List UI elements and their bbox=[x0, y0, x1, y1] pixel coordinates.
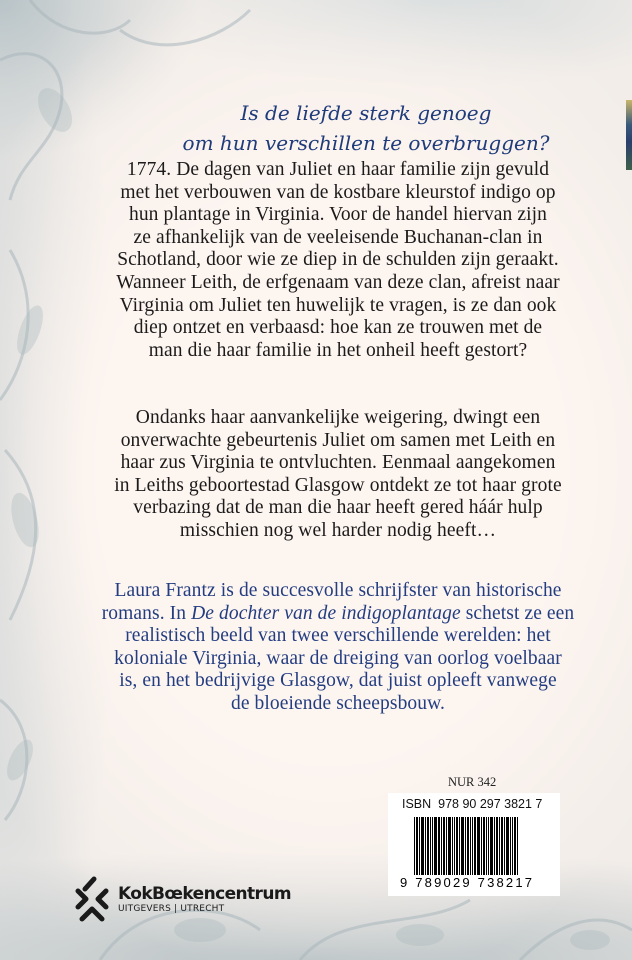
text-line: ze afhankelijk van de veeleisende Buchanan-clan in bbox=[133, 226, 543, 248]
text-line: hun plantage in Virginia. Voor de handel hiervan zijn bbox=[128, 204, 548, 226]
nur-code: NUR 342 bbox=[448, 775, 497, 789]
text-line bbox=[96, 603, 580, 626]
text-line: haar zus Virginia te ontvluchten. Eenmaal aangekomen bbox=[120, 452, 556, 474]
text-line: Schotland, door wie ze diep in de schulden zijn geraakt. bbox=[117, 249, 559, 271]
text-line: Ondanks haar aanvankelijke weigering, dwingt een bbox=[135, 407, 541, 428]
synopsis-paragraph-2 bbox=[96, 407, 580, 543]
text-line: onverwachte gebeurtenis Juliet om samen met Leith en bbox=[120, 429, 556, 451]
publisher-subtitle: UITGEVERS | UTRECHT bbox=[118, 904, 225, 914]
text-line: Wanneer Leith, de erfgenaam van deze clan, afreist naar bbox=[116, 271, 560, 293]
text-segment: romans. In bbox=[101, 602, 192, 624]
publisher-logo bbox=[72, 875, 291, 925]
text-line: koloniale Virginia, waar de dreiging van oorlog voelbaar bbox=[114, 647, 562, 669]
book-title: De dochter van de indigoplantage bbox=[191, 602, 461, 624]
tagline-line-1: Is de liefde sterk genoeg bbox=[240, 101, 492, 125]
text-line: man die haar familie in het onheil heeft gestort? bbox=[148, 339, 528, 361]
kok-boekencentrum-chevrons-icon bbox=[72, 875, 112, 925]
tagline-line-2: om hun verschillen te overbruggen? bbox=[182, 131, 550, 155]
barcode-bars-icon bbox=[414, 817, 536, 875]
author-blurb bbox=[96, 580, 580, 716]
text-line: Laura Frantz is de succesvolle schrijfster van historische bbox=[114, 580, 562, 601]
text-line: misschien nog wel harder nodig heeft… bbox=[179, 519, 497, 541]
text-line: Virginia om Juliet ten huwelijk te vragen, is ze dan ook bbox=[119, 294, 557, 316]
text-line: 1774. De dagen van Juliet en haar familie zijn gevuld bbox=[126, 159, 550, 180]
text-segment: schetst ze een bbox=[460, 602, 575, 624]
text-line: diep ontzet en verbaasd: hoe kan ze trouwen met de bbox=[133, 317, 543, 339]
isbn-label: ISBN 978 90 297 3821 7 bbox=[402, 797, 543, 811]
text-line: met het verbouwen van de kostbare kleurstof indigo op bbox=[120, 181, 556, 203]
isbn-barcode bbox=[388, 793, 560, 896]
text-line: de bloeiende scheepsbouw. bbox=[230, 692, 446, 714]
text-line: realistisch beeld van twee verschillende werelden: het bbox=[125, 625, 551, 647]
text-line: in Leiths geboortestad Glasgow ontdekt ze tot haar grote bbox=[114, 474, 562, 496]
publisher-name: KokBœkencentrum bbox=[118, 884, 291, 904]
synopsis-paragraph-1 bbox=[96, 159, 580, 362]
text-line: is, en het bedrijvige Glasgow, dat juist opleeft vanwege bbox=[119, 670, 557, 692]
tagline bbox=[100, 98, 632, 158]
text-line: verbazing dat de man die haar heeft gered háár hulp bbox=[133, 497, 543, 519]
barcode-digits: 9 789029 738217 bbox=[400, 875, 535, 890]
